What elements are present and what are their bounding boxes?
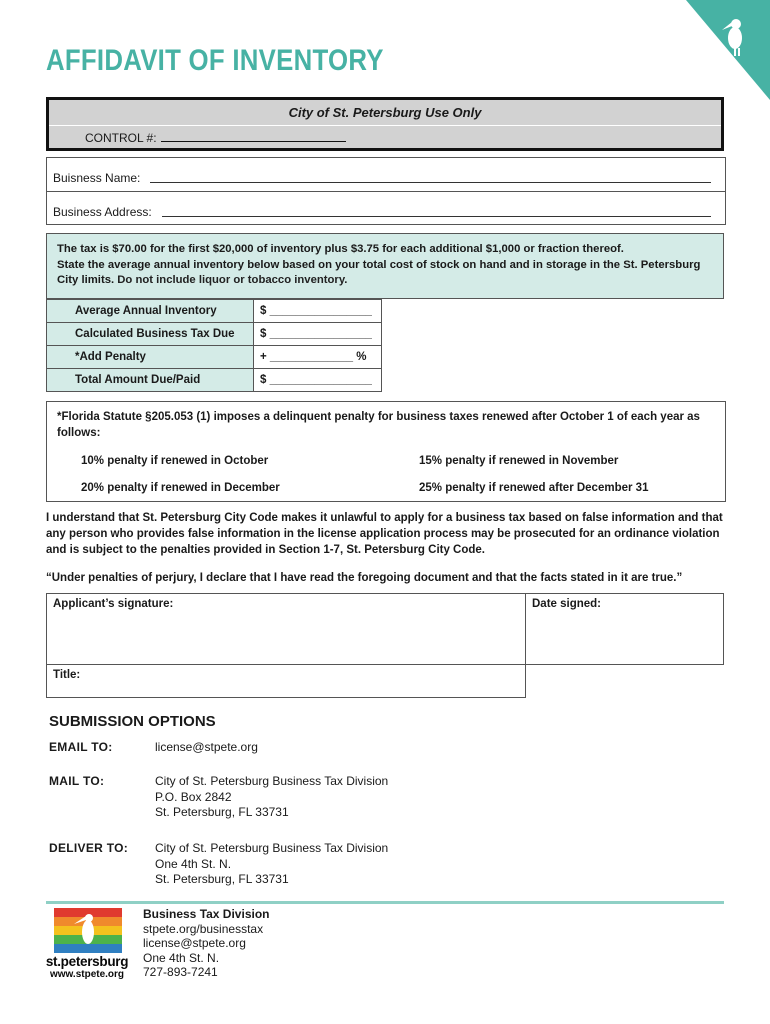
mail-line1: City of St. Petersburg Business Tax Division [155, 774, 389, 788]
contact-email[interactable]: license@stpete.org [143, 936, 246, 951]
business-address-line [162, 216, 711, 217]
contact-address: One 4th St. N. [143, 950, 220, 965]
deliver-line2: One 4th St. N. [155, 856, 232, 871]
tax-info-line2: State the average annual inventory below based on your total cost of stock on hand and in storage in the St. Petersburg City limits. [57, 258, 701, 286]
page-title: AFFIDAVIT OF INVENTORY [46, 44, 384, 77]
business-info-box [46, 157, 726, 225]
footer-divider [46, 901, 724, 904]
city-use-heading: City of St. Petersburg Use Only [288, 105, 482, 120]
divider [47, 191, 725, 192]
penalty-after-december: 25% penalty if renewed after December 31 [419, 482, 649, 494]
calc-value-field[interactable]: $ ________________ [254, 300, 382, 323]
contact-phone: 727-893-7241 [143, 965, 218, 980]
deliver-line1: City of St. Petersburg Business Tax Division [155, 841, 389, 855]
table-row [47, 300, 382, 323]
business-address-field[interactable] [53, 201, 711, 219]
calc-label: *Add Penalty [47, 346, 254, 369]
penalty-box [46, 401, 726, 502]
contact-division: Business Tax Division [143, 907, 270, 921]
control-number-label: CONTROL #: [85, 131, 157, 145]
date-signed-field[interactable] [526, 593, 724, 665]
logo-name: st.petersburg [45, 954, 129, 969]
understand-statement: I understand that St. Petersburg City Code makes it unlawful to apply for a business tax based on false information and that any person who provides false information in the license application process may be prosecuted for an ordinance violation and is subject to the penalties provided in Section 1-7, St. Petersburg City Code. [46, 512, 723, 556]
corner-pelican-graphic [650, 0, 770, 100]
contact-web[interactable]: stpete.org/businesstax [143, 921, 264, 936]
penalty-december: 20% penalty if renewed in December [81, 482, 280, 494]
logo-url[interactable]: www.stpete.org [49, 969, 125, 980]
business-address-label: Business Address: [53, 205, 152, 219]
tax-info-line1: The tax is $70.00 for the first $20,000 of inventory plus $3.75 for each additional $1,000 or fraction thereof. [57, 243, 624, 255]
deliver-key: DELIVER TO: [49, 841, 129, 855]
business-name-label: Buisness Name: [53, 171, 141, 185]
business-name-field[interactable] [53, 167, 711, 185]
calc-label: Calculated Business Tax Due [47, 323, 254, 346]
date-signed-label: Date signed: [532, 598, 602, 610]
business-name-line [150, 182, 711, 183]
penalty-october: 10% penalty if renewed in October [81, 455, 269, 467]
mail-address [155, 774, 455, 821]
control-number-line [161, 131, 346, 142]
title-label: Title: [53, 669, 81, 681]
applicant-signature-label: Applicant’s signature: [53, 598, 174, 610]
email-key: EMAIL TO: [49, 740, 113, 754]
tax-info-line3: Do not include liquor or tobacco inventory. [117, 274, 348, 286]
calc-label: Total Amount Due/Paid [47, 369, 254, 392]
control-number-field[interactable] [85, 131, 346, 145]
footer-contact [143, 907, 270, 980]
table-row [47, 323, 382, 346]
submission-heading: SUBMISSION OPTIONS [49, 713, 216, 730]
deliver-address [155, 841, 455, 888]
table-row [47, 346, 382, 369]
tax-info-box [46, 233, 724, 299]
perjury-statement: “Under penalties of perjury, I declare that I have read the foregoing document and that the facts stated in it are true.” [46, 572, 683, 584]
calc-label: Average Annual Inventory [47, 300, 254, 323]
tax-calculation-table [46, 299, 382, 392]
calc-value-field[interactable]: $ ________________ [254, 369, 382, 392]
city-use-only-box [46, 97, 724, 151]
calc-value-field[interactable]: + _____________ % [254, 346, 382, 369]
mail-line3: St. Petersburg, FL 33731 [155, 805, 289, 819]
deliver-line3: St. Petersburg, FL 33731 [155, 872, 289, 886]
email-value[interactable]: license@stpete.org [155, 740, 258, 754]
penalty-november: 15% penalty if renewed in November [419, 455, 619, 467]
calc-value-field[interactable]: $ ________________ [254, 323, 382, 346]
table-row [47, 369, 382, 392]
mail-line2: P.O. Box 2842 [155, 789, 232, 804]
penalty-note: *Florida Statute §205.053 (1) imposes a delinquent penalty for business taxes renewed after October 1 of each year as follows: [57, 411, 700, 439]
mail-key: MAIL TO: [49, 774, 105, 788]
title-field[interactable] [46, 665, 526, 698]
logo-wordmark [44, 955, 130, 981]
applicant-signature-field[interactable] [46, 593, 526, 665]
divider [49, 125, 721, 126]
